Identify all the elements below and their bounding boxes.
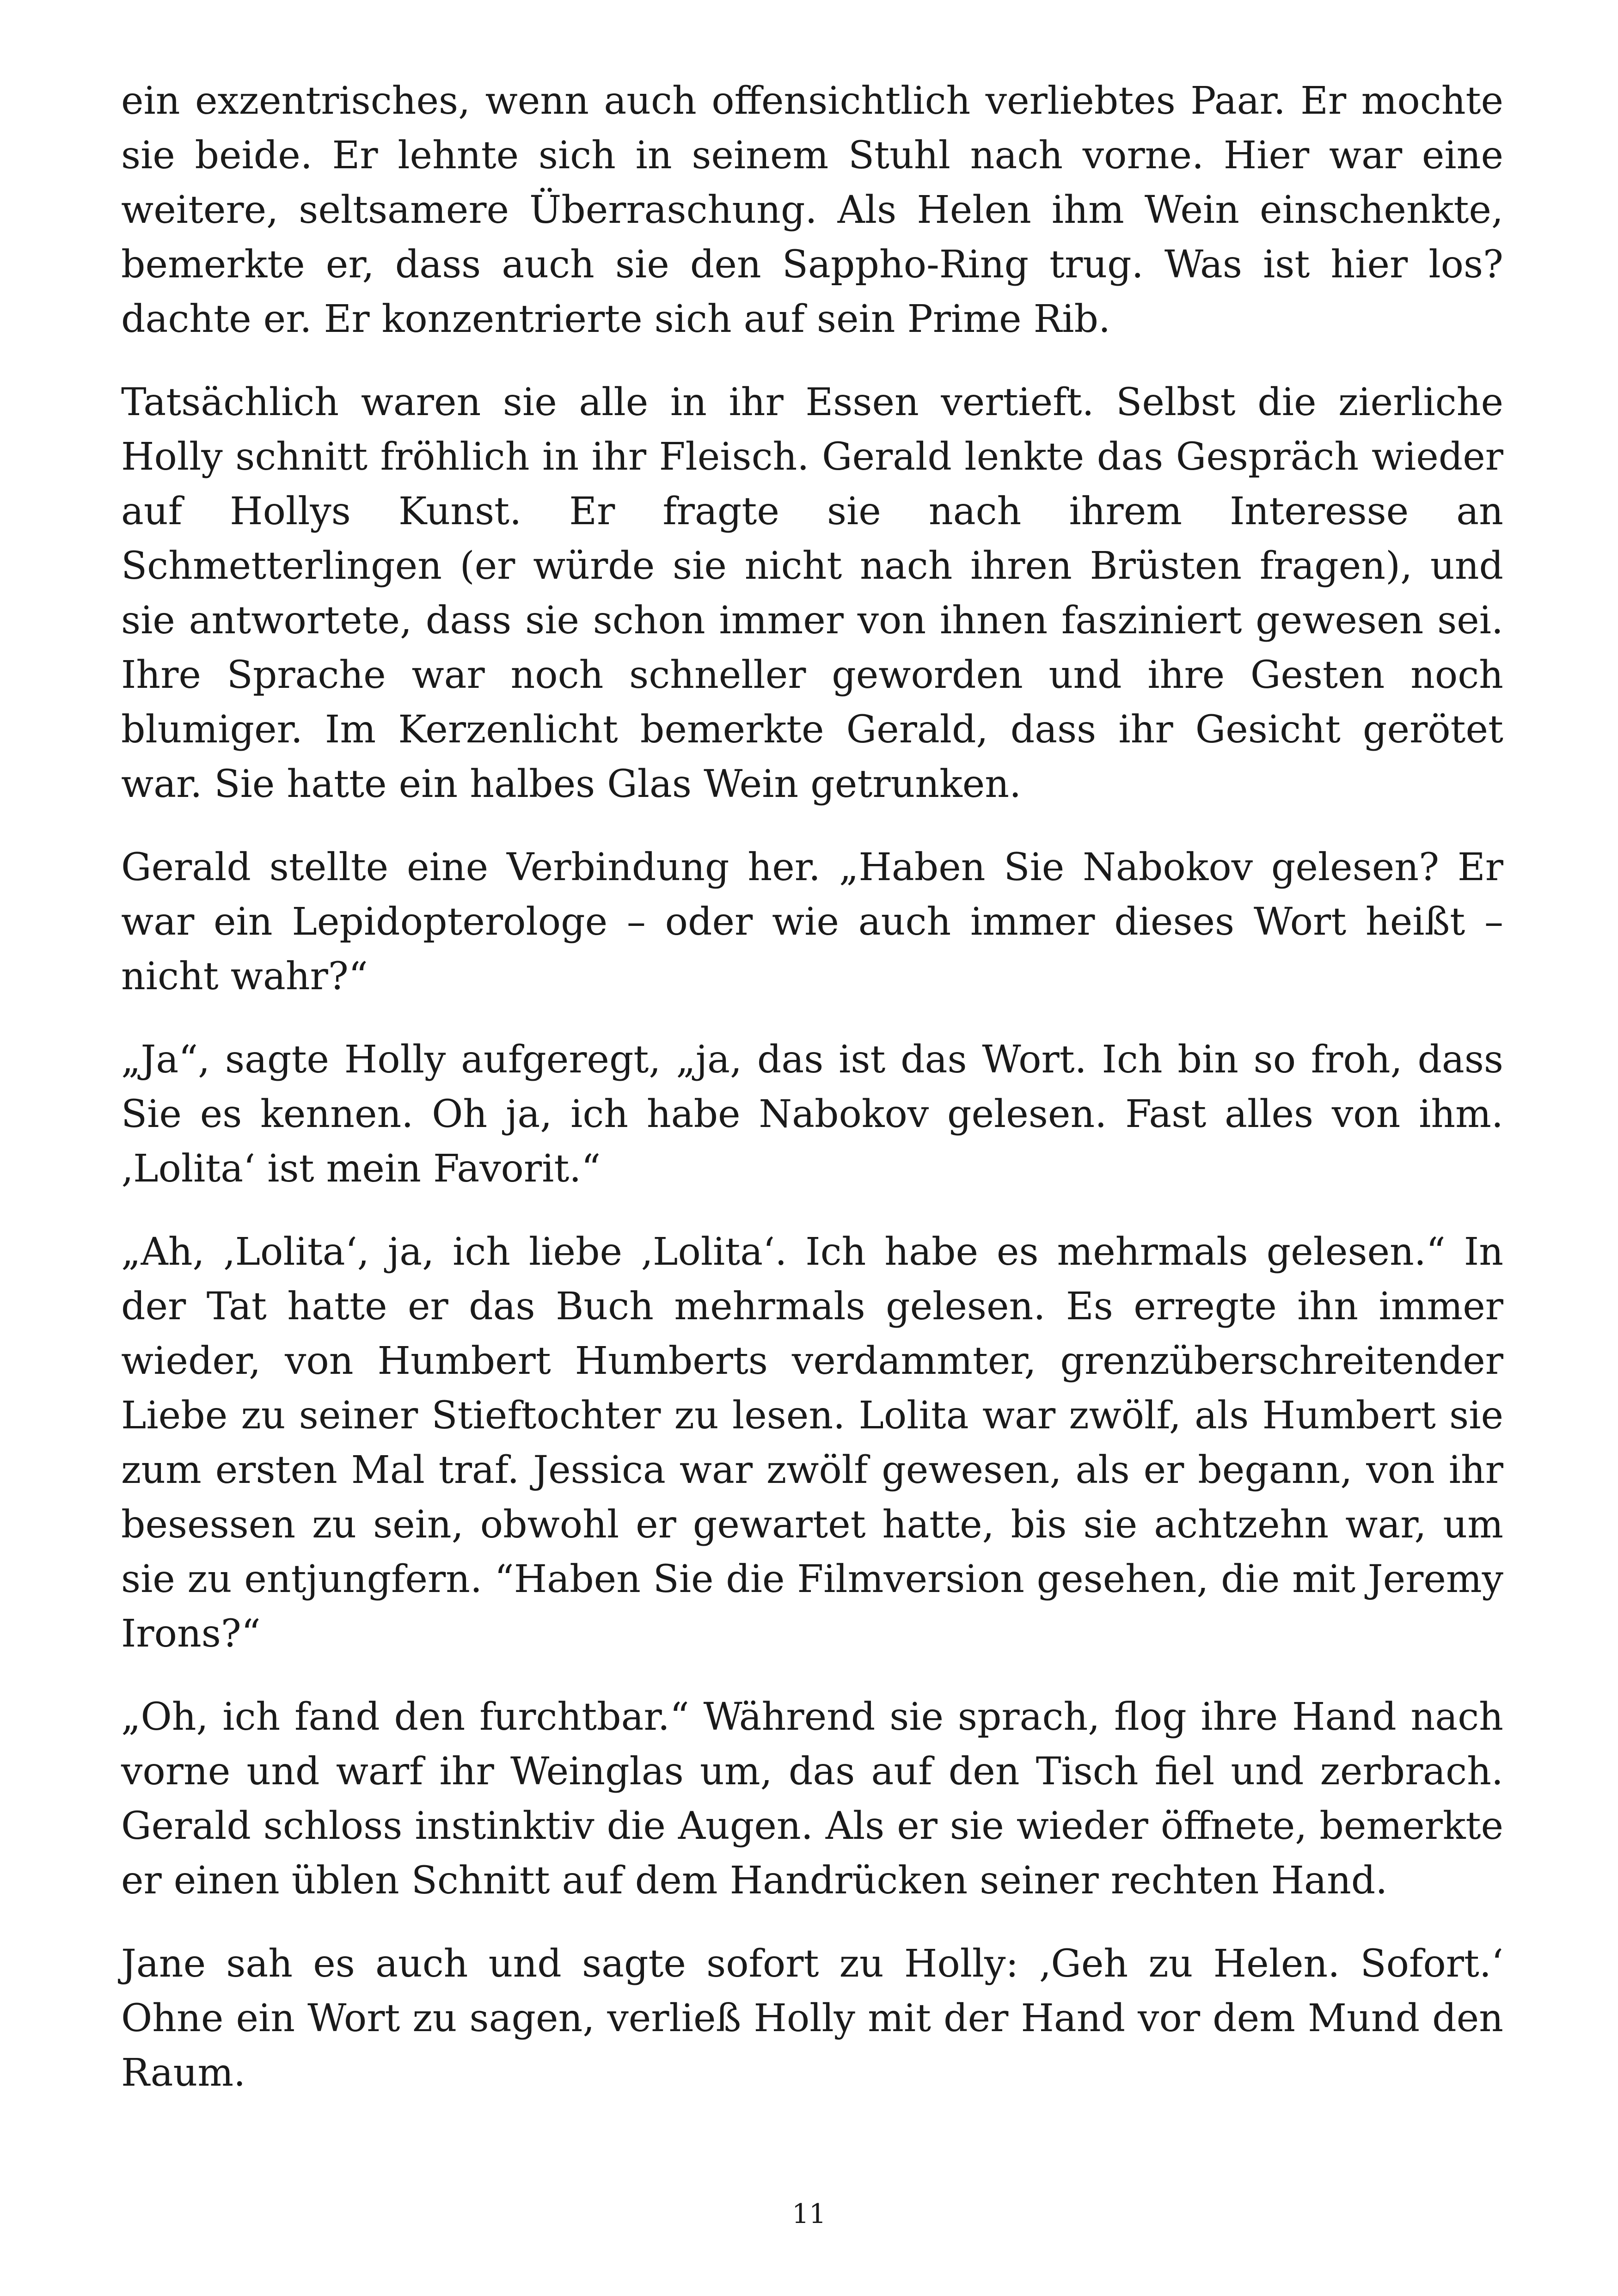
page-body <box>121 74 1503 2129</box>
paragraph: „Oh, ich fand den furchtbar.“ Während sie sprach, flog ihre Hand nach vorne und warf ihr Weinglas um, das auf den Tisch fiel und zerbrach. Gerald schloss instinktiv die Augen. Als er sie wieder öffnete, bemerkte er einen üblen Schnitt auf dem Handrücken seiner rechten Hand. <box>121 1695 1503 1903</box>
paragraph: „Ah, ‚Lolita‘, ja, ich liebe ‚Lolita‘. Ich habe es mehrmals gelesen.“ In der Tat hatte er das Buch mehrmals gelesen. Es erregte ihn immer wieder, von Humbert Humberts verdammter, grenzüberschreitender Liebe zu seiner Stieftochter zu lesen. Lolita war zwölf, als Humbert sie zum ersten Mal traf. Jessica war zwölf gewesen, als er begann, von ihr besessen zu sein, obwohl er gewartet hatte, bis sie achtzehn war, um sie zu entjungfern. “Haben Sie die Filmversion gesehen, die mit Jeremy Irons?“ <box>121 1230 1503 1656</box>
paragraph: „Ja“, sagte Holly aufgeregt, „ja, das ist das Wort. Ich bin so froh, dass Sie es kennen. Oh ja, ich habe Nabokov gelesen. Fast alles von ihm. ‚Lolita‘ ist mein Favorit.“ <box>121 1038 1503 1191</box>
paragraph: Tatsächlich waren sie alle in ihr Essen vertieft. Selbst die zierliche Holly schnitt fröhlich in ihr Fleisch. Gerald lenkte das Gespräch wieder auf Hollys Kunst. Er fragte sie nach ihrem Interesse an Schmetterlingen (er würde sie nicht nach ihren Brüsten fragen), und sie antwortete, dass sie schon immer von ihnen fasziniert gewesen sei. Ihre Sprache war noch schneller geworden und ihre Gesten noch blumiger. Im Kerzenlicht bemerkte Gerald, dass ihr Gesicht gerötet war. Sie hatte ein halbes Glas Wein getrunken. <box>121 380 1503 806</box>
paragraph: Jane sah es auch und sagte sofort zu Holly: ‚Geh zu Helen. Sofort.‘ Ohne ein Wort zu sagen, verließ Holly mit der Hand vor dem Mund den Raum. <box>121 1942 1503 2095</box>
paragraph: ein exzentrisches, wenn auch offensichtlich verliebtes Paar. Er mochte sie beide. Er lehnte sich in seinem Stuhl nach vorne. Hier war eine weitere, seltsamere Überraschung. Als Helen ihm Wein einschenkte, bemerkte er, dass auch sie den Sappho-Ring trug. Was ist hier los? dachte er. Er konzentrierte sich auf sein Prime Rib. <box>121 79 1503 341</box>
page-number: 11 <box>792 2198 826 2229</box>
paragraph: Gerald stellte eine Verbindung her. „Haben Sie Nabokov gelesen? Er war ein Lepidopterologe – oder wie auch immer dieses Wort heißt – nicht wahr?“ <box>121 845 1503 998</box>
